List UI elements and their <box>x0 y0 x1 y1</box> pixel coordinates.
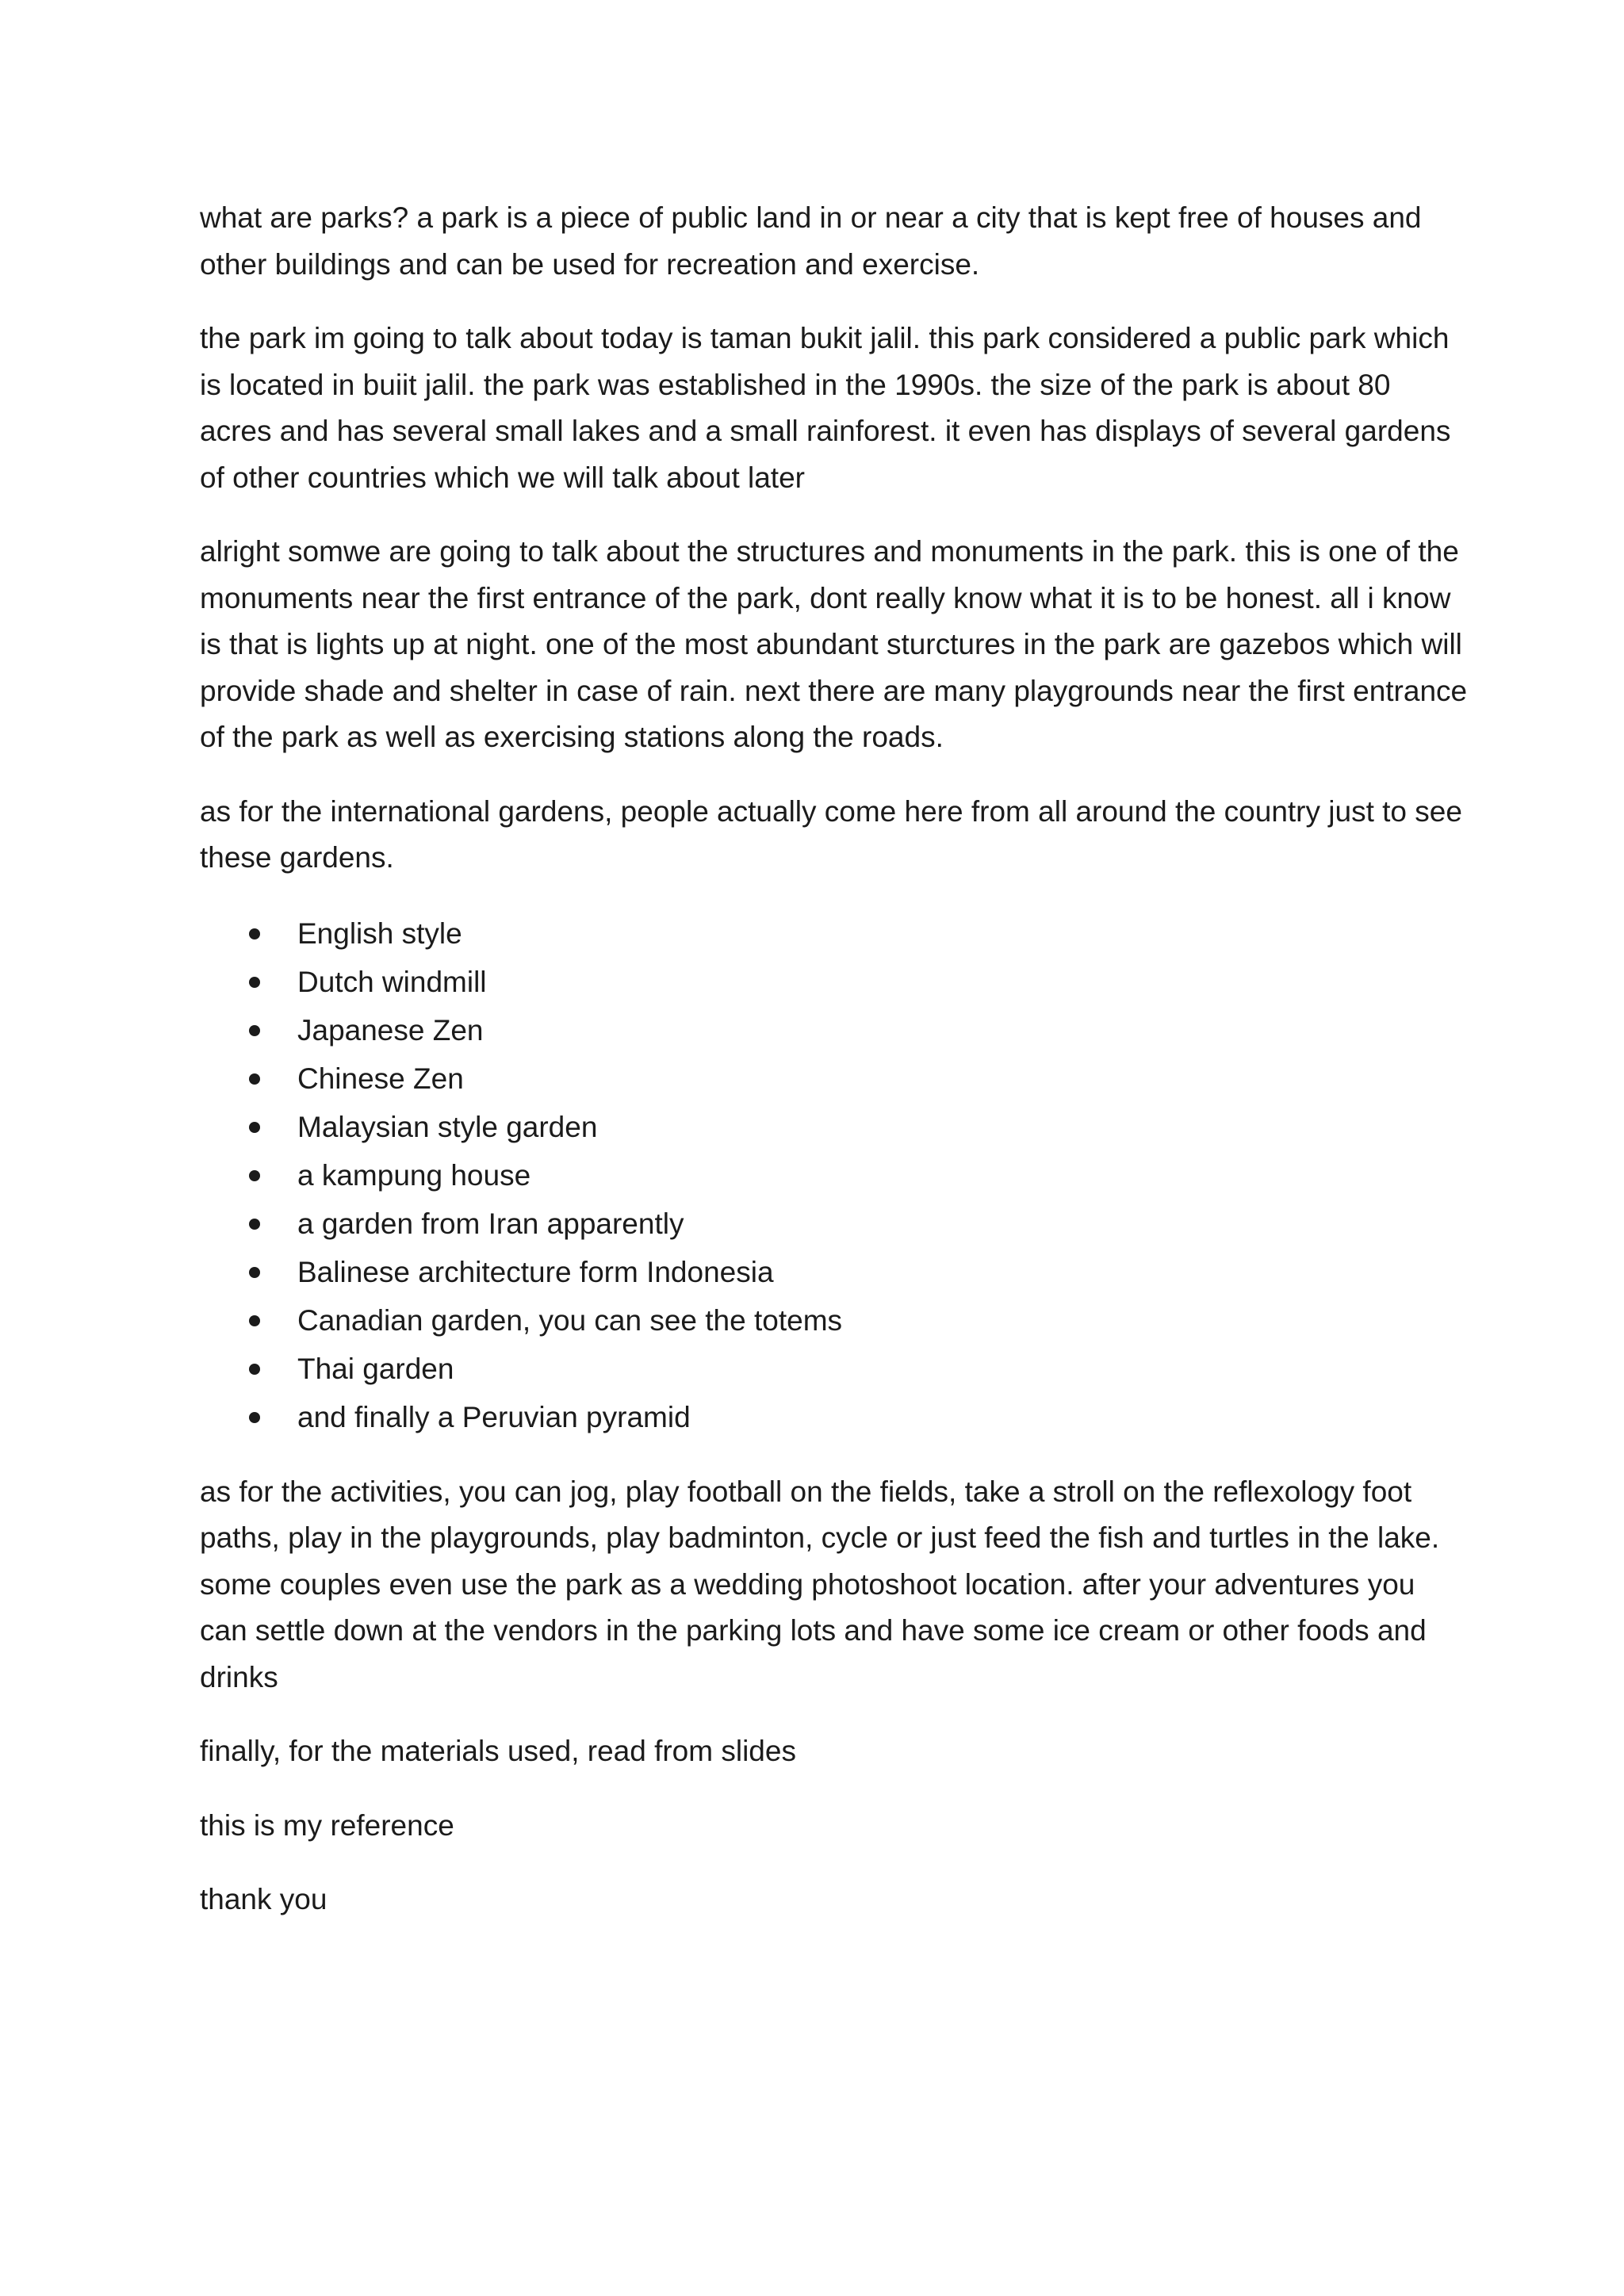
list-item <box>200 1200 1469 1248</box>
paragraph-materials: finally, for the materials used, read from slides <box>200 1735 796 1767</box>
bullet-icon <box>249 1122 260 1133</box>
bullet-icon <box>249 1073 260 1085</box>
list-item <box>200 1006 1469 1054</box>
paragraph-reference: this is my reference <box>200 1808 454 1842</box>
list-item <box>200 1296 1469 1345</box>
list-item-text: Malaysian style garden <box>297 1110 598 1143</box>
bullet-icon <box>249 1364 260 1375</box>
gardens-bullet-list <box>200 909 1469 1441</box>
bullet-icon <box>249 1267 260 1278</box>
document-body <box>200 195 1469 1951</box>
list-item <box>200 1054 1469 1103</box>
list-item-text: English style <box>297 916 462 950</box>
list-item <box>200 958 1469 1006</box>
paragraph-activities: as for the activities, you can jog, play football on the fields, take a stroll on the reflexology foot paths, play in the playgrounds, play badminton, cycle or just feed the fish and turtles in the lake. some couples even use the park as a wedding photoshoot location. after your adventures you can settle down at the vendors in the parking lots and have some ice cream or other foods and drinks <box>200 1475 1440 1693</box>
paragraph-what-are-parks: what are parks? a park is a piece of public land in or near a city that is kept free of houses and other buildings and can be used for recreation and exercise. <box>200 201 1422 281</box>
bullet-icon <box>249 928 260 939</box>
bullet-icon <box>249 1412 260 1423</box>
bullet-icon <box>249 1315 260 1326</box>
list-item-text: a kampung house <box>297 1158 531 1192</box>
list-item <box>200 909 1469 958</box>
list-item-text: Balinese architecture form Indonesia <box>297 1255 774 1288</box>
list-item <box>200 1103 1469 1151</box>
list-item-text: Chinese Zen <box>297 1062 464 1095</box>
list-item-text: Canadian garden, you can see the totems <box>297 1303 843 1337</box>
list-item <box>200 1151 1469 1200</box>
bullet-icon <box>249 1219 260 1230</box>
paragraph-structures-monuments: alright somwe are going to talk about the structures and monuments in the park. this is one of the monuments near the first entrance of the park, dont really know what it is to be honest. all i know is that is lights up at night. one of the most abundant sturctures in the park are gazebos which will provide shade and shelter in case of rain. next there are many playgrounds near the first entrance of the park as well as exercising stations along the roads. <box>200 535 1468 753</box>
list-item-text: Japanese Zen <box>297 1013 484 1047</box>
paragraph-thank-you: thank you <box>200 1883 327 1915</box>
list-item-text: Thai garden <box>297 1352 454 1385</box>
bullet-icon <box>249 977 260 988</box>
paragraph-park-overview: the park im going to talk about today is taman bukit jalil. this park considered a public park which is located in buiit jalil. the park was established in the 1990s. the size of the park is about 80 acres and has several small lakes and a small rainforest. it even has displays of several gardens of other countries which we will talk about later <box>200 322 1451 494</box>
list-item-text: a garden from Iran apparently <box>297 1207 684 1240</box>
paragraph-international-gardens: as for the international gardens, people actually come here from all around the country just to see these gardens. <box>200 794 1462 874</box>
bullet-icon <box>249 1170 260 1181</box>
list-item <box>200 1248 1469 1296</box>
list-item <box>200 1345 1469 1393</box>
list-item-text: and finally a Peruvian pyramid <box>297 1400 691 1433</box>
list-item-text: Dutch windmill <box>297 965 487 998</box>
list-item <box>200 1393 1469 1441</box>
bullet-icon <box>249 1025 260 1036</box>
